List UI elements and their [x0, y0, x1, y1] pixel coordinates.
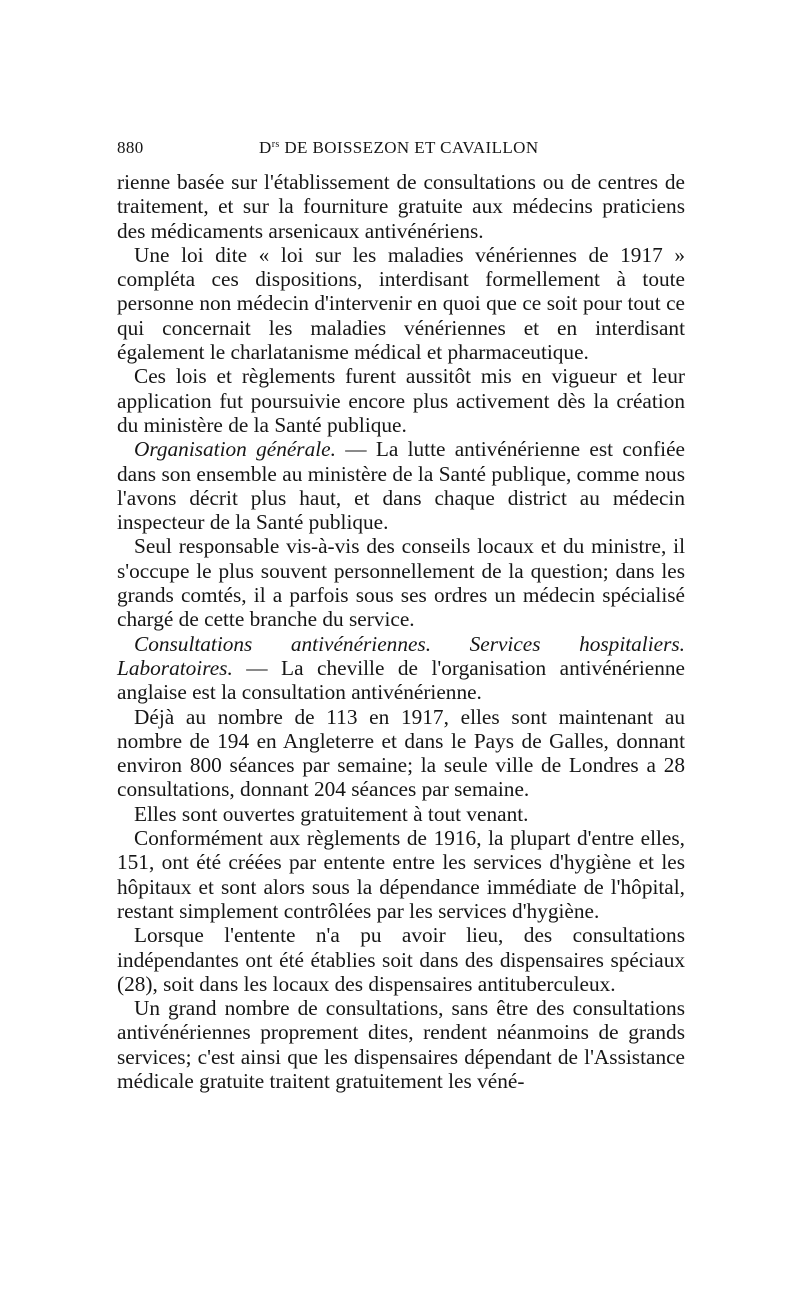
- paragraph-text: Ces lois et règlements furent aussitôt mis en vigueur et leur application fut poursuivie encore plus activement dès la création du ministère de la Santé publique.: [117, 364, 685, 437]
- running-head-authors: DE BOISSEZON ET CAVAILLON: [279, 138, 539, 157]
- paragraph-text: Seul responsable vis-à-vis des conseils locaux et du ministre, il s'occupe le plus souvent personnellement de la question; dans les grands comtés, il a parfois sous ses ordres un médecin spécialisé chargé de cette branche du service.: [117, 534, 685, 632]
- paragraph-9: [117, 826, 685, 923]
- paragraph-text: Conformément aux règlements de 1916, la plupart d'entre elles, 151, ont été créées par entente entre les services d'hygiène et les hôpitaux et sont alors sous la dépendance immédiate de l'hôpital, restant simplement contrôlées par les services d'hygiène.: [117, 826, 685, 923]
- paragraph-5: [117, 534, 685, 631]
- paragraph-text: rienne basée sur l'établissement de consultations ou de centres de traitement, et sur la fourniture gratuite aux médecins praticiens des médicaments arsenicaux antivénériens.: [117, 170, 685, 243]
- page-header: [117, 138, 685, 168]
- section-heading-consultations: Consultations antivénériennes. Services hospitaliers. Laboratoires.: [117, 631, 685, 680]
- page-number: 880: [117, 138, 144, 157]
- paragraph-11: [117, 996, 685, 1093]
- paragraph-10: [117, 923, 685, 996]
- paragraph-7: [117, 705, 685, 802]
- paragraph-2: [117, 243, 685, 364]
- body-text: [117, 170, 685, 1093]
- paragraph-4: [117, 437, 685, 534]
- paragraph-text: Un grand nombre de consultations, sans être des consultations antivénériennes proprement dites, rendent néanmoins de grands services; c'est ainsi que les dispensaires dépendant de l'Assistance médicale gratuite traitent gratuitement les véné-: [117, 996, 685, 1093]
- paragraph-text: — La lutte antivénérienne est confiée dans son ensemble au ministère de la Santé publique, comme nous l'avons décrit plus haut, et dans chaque district au médecin inspecteur de la Santé publique.: [117, 437, 685, 535]
- paragraph-text: — La cheville de l'organisation antivénérienne anglaise est la consultation antivénérienne.: [117, 655, 685, 705]
- section-heading-organisation: Organisation générale.: [134, 437, 336, 462]
- paragraph-3: [117, 364, 685, 437]
- paragraph-text: Déjà au nombre de 113 en 1917, elles sont maintenant au nombre de 194 en Angleterre et dans le Pays de Galles, donnant environ 800 séances par semaine; la seule ville de Londres a 28 consultations, donnant 204 séances par semaine.: [117, 704, 685, 802]
- paragraph-8: [117, 802, 685, 826]
- running-head-superscript: rs: [271, 139, 280, 150]
- paragraph-text: Lorsque l'entente n'a pu avoir lieu, des consultations indépendantes ont été établies soit dans des dispensaires spéciaux (28), soit dans les locaux des dispensaires antituberculeux.: [117, 923, 685, 996]
- running-head-prefix: D: [259, 138, 272, 157]
- paragraph-6: [117, 632, 685, 705]
- paragraph-text: Elles sont ouvertes gratuitement à tout venant.: [134, 801, 529, 826]
- paragraph-text: Une loi dite « loi sur les maladies vénériennes de 1917 » compléta ces dispositions, interdisant formellement à toute personne non médecin d'intervenir en quoi que ce soit pour tout ce qui concernait les maladies vénériennes et en interdisant également le charlatanisme médical et pharmaceutique.: [117, 242, 685, 365]
- paragraph-1: [117, 170, 685, 243]
- running-head: [259, 138, 539, 158]
